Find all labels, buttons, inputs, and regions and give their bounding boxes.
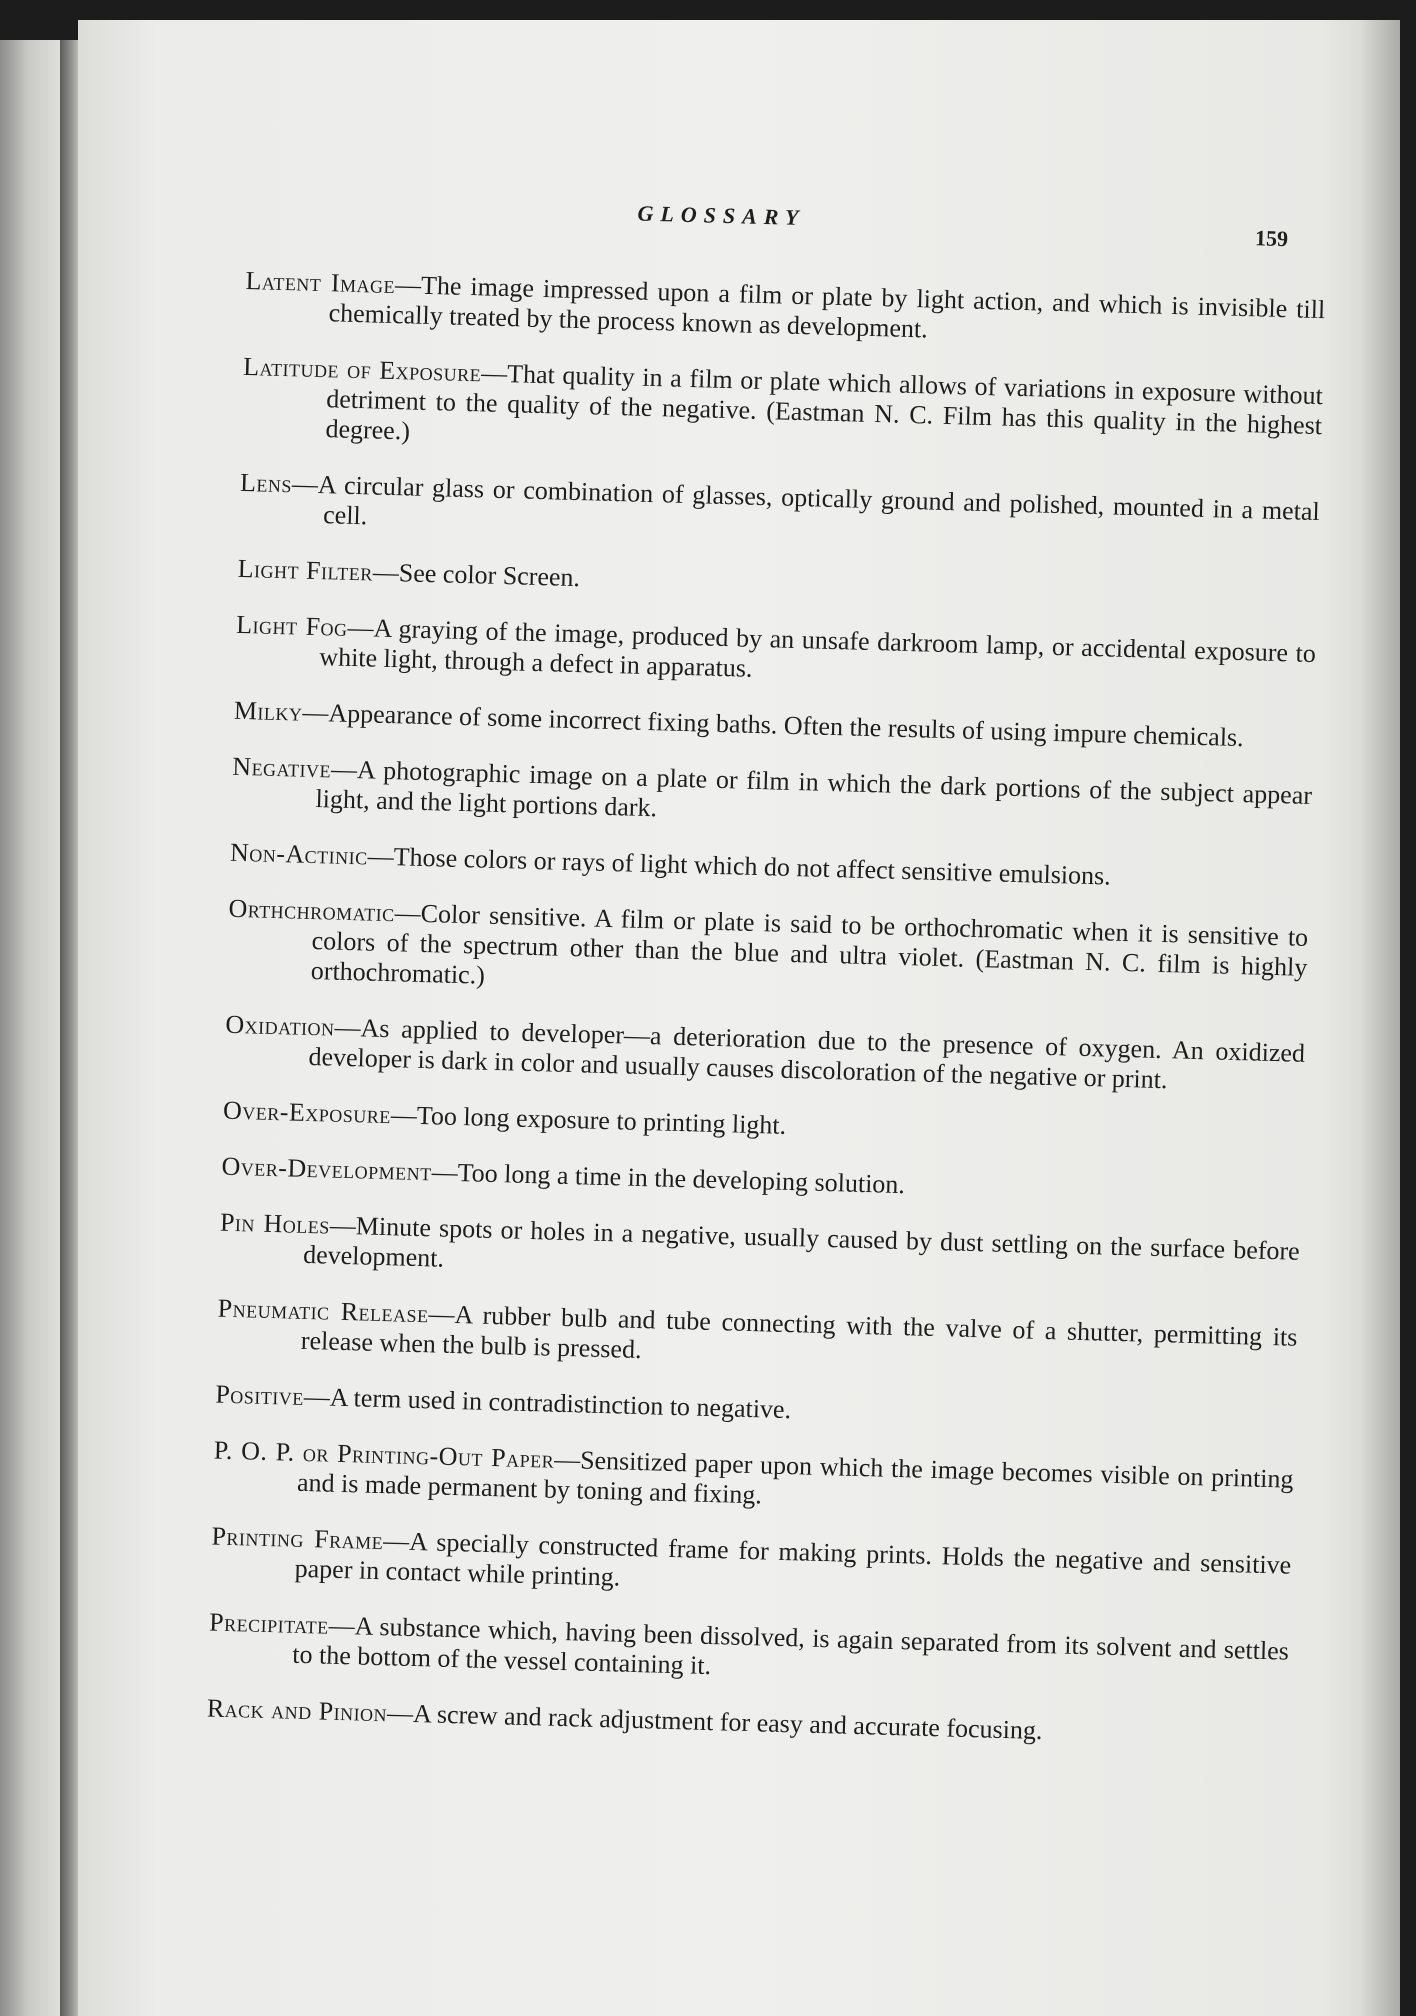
glossary-definition: —A screw and rack adjustment for easy and accurate focusing.	[386, 1698, 1043, 1746]
glossary-term: Oxidation	[225, 1009, 336, 1042]
glossary-definition: —A circular glass or combination of glasses, optically ground and polished, mounted in a metal cell.	[291, 469, 1321, 531]
glossary-term: Over-Development	[221, 1151, 433, 1187]
glossary-term: Non-Actinic	[229, 837, 369, 871]
glossary-term: Positive	[215, 1379, 305, 1411]
glossary-term: Light Filter	[237, 553, 374, 587]
glossary-definition: —Too long a time in the developing solution.	[431, 1157, 906, 1200]
running-head	[247, 190, 1328, 269]
page-edge-shadow	[1360, 20, 1400, 2016]
glossary-definition: —A substance which, having been dissolved, is again separated from its solvent and settles to the bottom of the vessel containing it.	[292, 1610, 1290, 1681]
glossary-term: Orthchromatic	[228, 893, 396, 928]
glossary-entry-rack-and-pinion	[207, 1693, 1287, 1752]
glossary-entry-lens	[239, 468, 1320, 557]
glossary-entry-latent-image	[244, 266, 1325, 355]
glossary-definition: —That quality in a film or plate which allows of variations in exposure without detriment to the quality of the negative. (Eastman N. C. Film has this quality in the highest degree.)	[325, 358, 1324, 446]
glossary-entry-milky	[234, 696, 1314, 755]
glossary-term: Over-Exposure	[222, 1095, 392, 1130]
glossary-term: Latitude of Exposure	[242, 351, 482, 388]
glossary-entry-negative	[231, 752, 1312, 841]
glossary-definition: —A photographic image on a plate or film in which the dark portions of the subject appear light, and the light portions dark.	[315, 754, 1313, 823]
glossary-term: Rack and Pinion	[206, 1693, 388, 1728]
glossary-entry-printing-frame	[210, 1522, 1291, 1611]
glossary-definition: —Color sensitive. A film or plate is said to be orthochromatic when it is sensitive to colors of the spectrum other than the blue and ultra violet. (Eastman N. C. film is highly orthochromatic.)	[310, 898, 1309, 990]
glossary-entry-light-filter	[237, 554, 1317, 613]
glossary-definition: —See color Screen.	[372, 557, 581, 593]
glossary-term: Milky	[233, 695, 303, 727]
glossary-definition: —A graying of the image, produced by an unsafe darkroom lamp, or accidental exposure to white light, through a defect in apparatus.	[319, 612, 1317, 683]
page-content	[206, 190, 1327, 1765]
glossary-entry-positive	[215, 1380, 1295, 1439]
glossary-term: Negative	[232, 751, 332, 784]
glossary-definition: —Sensitized paper upon which the image becomes visible on printing and is made permanent by toning and fixing.	[296, 1444, 1294, 1510]
glossary-entry-non-actinic	[230, 838, 1310, 897]
glossary-term: Printing Frame	[211, 1521, 384, 1556]
glossary-term: Precipitate	[208, 1607, 330, 1640]
glossary-list	[207, 266, 1326, 1753]
glossary-term: Pin Holes	[219, 1207, 331, 1240]
glossary-definition: —Minute spots or holes in a negative, usually caused by dust settling on the surface before development.	[302, 1210, 1301, 1273]
glossary-definition: —Appearance of some incorrect fixing baths. Often the results of using impure chemicals.	[302, 697, 1245, 753]
glossary-entry-orthchromatic	[227, 894, 1309, 1013]
glossary-definition: —Too long exposure to printing light.	[390, 1100, 787, 1140]
glossary-term: Lens	[239, 467, 293, 499]
glossary-entry-latitude-of-exposure	[241, 352, 1323, 471]
glossary-entry-over-exposure	[223, 1096, 1303, 1155]
glossary-definition: —Those colors or rays of light which do not affect sensitive emulsions.	[367, 841, 1112, 891]
glossary-definition: —As applied to developer—a deterioration due to the presence of oxygen. An oxidized developer is dark in color and usually causes discoloration of the negative or print.	[308, 1012, 1306, 1095]
page-number: 159	[1254, 225, 1289, 252]
glossary-entry-pneumatic-release	[217, 1294, 1298, 1383]
glossary-definition: —A term used in contradistinction to negative.	[303, 1381, 792, 1425]
book-page	[78, 20, 1400, 2016]
glossary-entry-pin-holes	[219, 1208, 1300, 1297]
glossary-entry-light-fog	[235, 610, 1316, 699]
glossary-term: Light Fog	[235, 609, 349, 642]
glossary-entry-precipitate	[208, 1607, 1289, 1696]
glossary-term: Pneumatic Release	[217, 1293, 430, 1329]
glossary-entry-oxidation	[224, 1010, 1305, 1099]
running-title: GLOSSARY	[637, 200, 806, 231]
glossary-definition: —A specially constructed frame for making prints. Holds the negative and sensitive paper in contact while printing.	[294, 1526, 1292, 1592]
glossary-entry-over-development	[221, 1152, 1301, 1211]
glossary-term: Latent Image	[245, 265, 396, 300]
glossary-term: P. O. P. or Printing-Out Paper	[213, 1435, 555, 1474]
glossary-definition: —A rubber bulb and tube connecting with the valve of a shutter, permitting its release when the bulb is pressed.	[300, 1299, 1298, 1365]
glossary-definition: —The image impressed upon a film or plate by light action, and which is invisible till chemically treated by the process known as development.	[328, 270, 1326, 344]
glossary-entry-printing-out-paper	[213, 1436, 1294, 1525]
